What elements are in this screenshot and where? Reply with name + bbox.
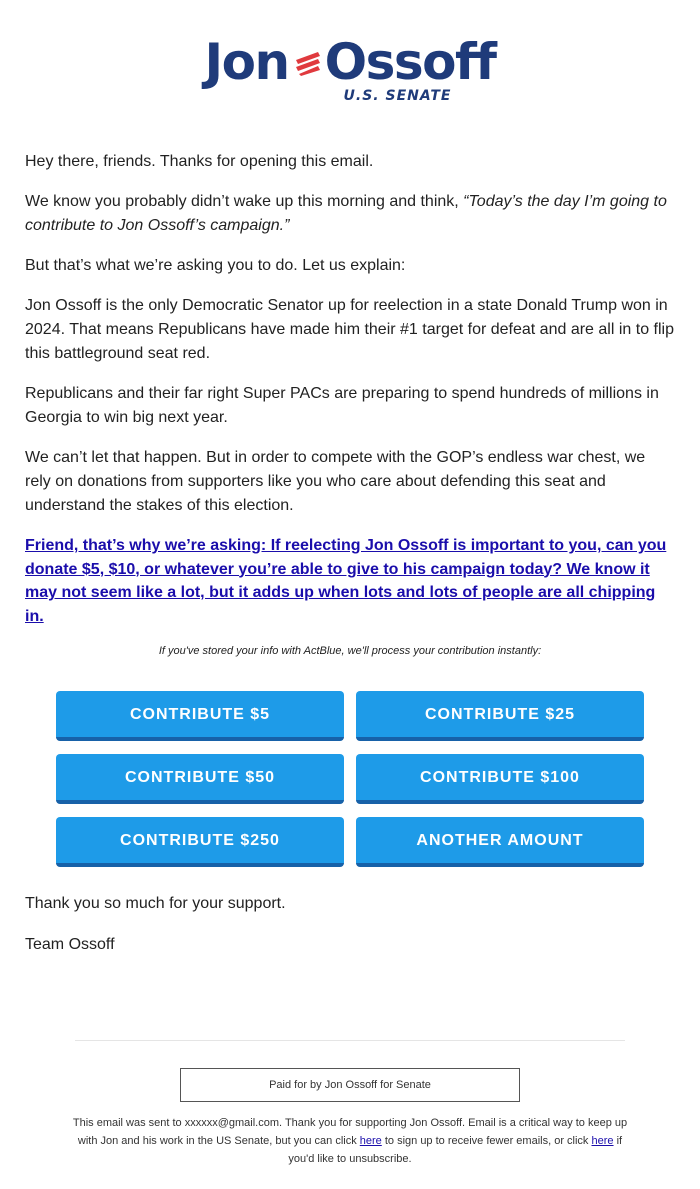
explain-paragraph: But that’s what we’re asking you to do. Let us explain: [25, 257, 406, 274]
logo-subtitle: U.S. SENATE [343, 88, 452, 104]
contribute-50-button[interactable]: CONTRIBUTE $50 [56, 754, 344, 804]
campaign-logo [0, 32, 700, 104]
fewer-emails-link[interactable]: here [359, 1135, 382, 1147]
context-paragraph: Jon Ossoff is the only Democratic Senator up for reelection in a state Donald Trump won in 2024. That means Republicans have made him their #1 target for defeat and are all in to flip this battleground seat red. [25, 297, 674, 362]
war-chest-paragraph: We can’t let that happen. But in order to compete with the GOP’s endless war chest, we rely on donations from supporters like you who care about defending this seat and understand the stakes of this election. [25, 449, 646, 514]
contribute-100-button[interactable]: CONTRIBUTE $100 [356, 754, 644, 804]
contribute-250-button[interactable]: CONTRIBUTE $250 [56, 817, 344, 867]
greeting-paragraph: Hey there, friends. Thanks for opening this email. [25, 153, 374, 170]
paid-for-disclaimer: Paid for by Jon Ossoff for Senate [180, 1068, 520, 1102]
intro-quote: “Today’s the day I’m going to contribute to Jon Ossoff’s campaign.” [25, 193, 667, 234]
another-amount-button[interactable]: ANOTHER AMOUNT [356, 817, 644, 867]
signoff: Team Ossoff [25, 936, 115, 953]
unsubscribe-link[interactable]: here [591, 1135, 614, 1147]
email-body [25, 150, 675, 677]
footer-text: This email was sent to xxxxxx@gmail.com. Thank you for supporting Jon Ossoff. Email is a critical way to keep up with Jon and his work in the US Senate, but you can click here to sign up to receive fewer emails, or click here if you'd like to unsubscribe. [72, 1117, 628, 1165]
intro-paragraph [25, 190, 675, 238]
intro-text: We know you probably didn’t wake up this morning and think, [25, 193, 464, 210]
actblue-note: If you've stored your info with ActBlue, we'll process your contribution instantly: [158, 645, 542, 657]
contribute-5-button[interactable]: CONTRIBUTE $5 [56, 691, 344, 741]
super-pac-paragraph: Republicans and their far right Super PACs are preparing to spend hundreds of millions in Georgia to win big next year. [25, 385, 659, 426]
footer-divider [75, 1040, 625, 1041]
logo-wordmark: Jon Ossoff [204, 33, 496, 91]
flag-stripes-icon [293, 48, 323, 76]
closing-section [25, 892, 675, 974]
donate-cta-link[interactable]: Friend, that’s why we’re asking: If reelecting Jon Ossoff is important to you, can you donate $5, $10, or whatever you’re able to give to his campaign today? We know it may not seem like a lot, but it adds up when lots and lots of people are all chipping in. [25, 537, 667, 625]
recipient-email: xxxxxx@gmail.com [184, 1117, 280, 1129]
contribute-25-button[interactable]: CONTRIBUTE $25 [356, 691, 644, 741]
thanks-paragraph: Thank you so much for your support. [25, 895, 286, 912]
